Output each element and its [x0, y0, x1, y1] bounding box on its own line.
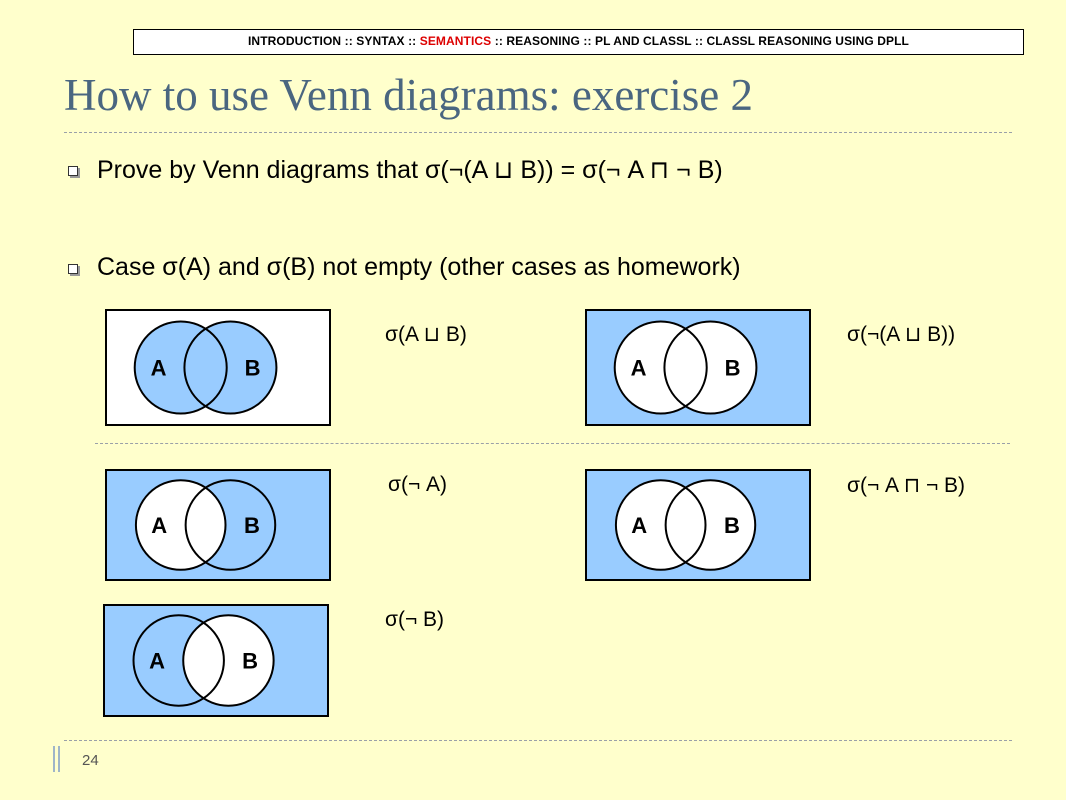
venn-label-a: A — [149, 648, 165, 674]
venn-diagram-1 — [105, 309, 331, 426]
page-title: How to use Venn diagrams: exercise 2 — [64, 70, 753, 120]
nav-separator: :: — [579, 34, 595, 48]
venn-label-b: B — [723, 513, 740, 538]
venn-not-b — [103, 604, 329, 717]
nav-separator: :: — [491, 34, 507, 48]
venn-a-union-b — [105, 309, 331, 426]
nav-item-reasoning[interactable]: REASONING — [506, 34, 580, 48]
page-number: 24 — [82, 752, 99, 769]
venn-label-2: σ(¬(A ⊔ B)) — [847, 323, 956, 346]
nav-item-semantics[interactable]: SEMANTICS — [419, 34, 492, 48]
venn-not-a-union-b — [585, 309, 811, 426]
venn-diagram-2 — [585, 309, 811, 426]
venn-label-a: A — [630, 355, 647, 381]
venn-not-a-and-not-b — [585, 469, 811, 581]
venn-label-b: B — [243, 513, 260, 538]
venn-diagram-3 — [105, 469, 331, 581]
venn-label-b: B — [724, 355, 741, 381]
nav-item-classl-reasoning-using-dpll[interactable]: CLASSL REASONING USING DPLL — [706, 34, 909, 48]
venn-label-3: σ(¬ A) — [388, 473, 448, 496]
breadcrumb-nav — [133, 29, 1024, 55]
venn-label-4: σ(¬ A ⊓ ¬ B) — [847, 474, 966, 497]
venn-label-b: B — [244, 355, 261, 381]
venn-diagram-5 — [103, 604, 329, 717]
venn-label-b: B — [242, 648, 259, 674]
nav-item-pl-and-classl[interactable]: PL AND CLASSL — [595, 34, 692, 48]
venn-not-a — [105, 469, 331, 581]
venn-label-1: σ(A ⊔ B) — [385, 323, 467, 346]
nav-item-syntax[interactable]: SYNTAX — [356, 34, 405, 48]
footer-divider — [64, 740, 1012, 741]
nav-item-introduction[interactable]: INTRODUCTION — [248, 34, 342, 48]
nav-separator: :: — [404, 34, 420, 48]
nav-separator: :: — [691, 34, 707, 48]
footer-accent — [53, 746, 63, 772]
title-divider — [64, 132, 1012, 133]
bullet-prove: Prove by Venn diagrams that σ(¬(A ⊔ B)) = σ(¬ A ⊓ ¬ B) — [97, 156, 723, 184]
venn-label-a: A — [631, 513, 648, 538]
bullet-icon — [68, 264, 78, 274]
venn-label-5: σ(¬ B) — [385, 608, 445, 631]
venn-label-a: A — [151, 513, 168, 538]
bullet-icon — [68, 166, 78, 176]
bullet-case: Case σ(A) and σ(B) not empty (other cases as homework) — [97, 253, 741, 281]
venn-diagram-4 — [585, 469, 811, 581]
section-divider — [95, 443, 1010, 444]
nav-separator: :: — [341, 34, 357, 48]
venn-label-a: A — [150, 355, 167, 381]
